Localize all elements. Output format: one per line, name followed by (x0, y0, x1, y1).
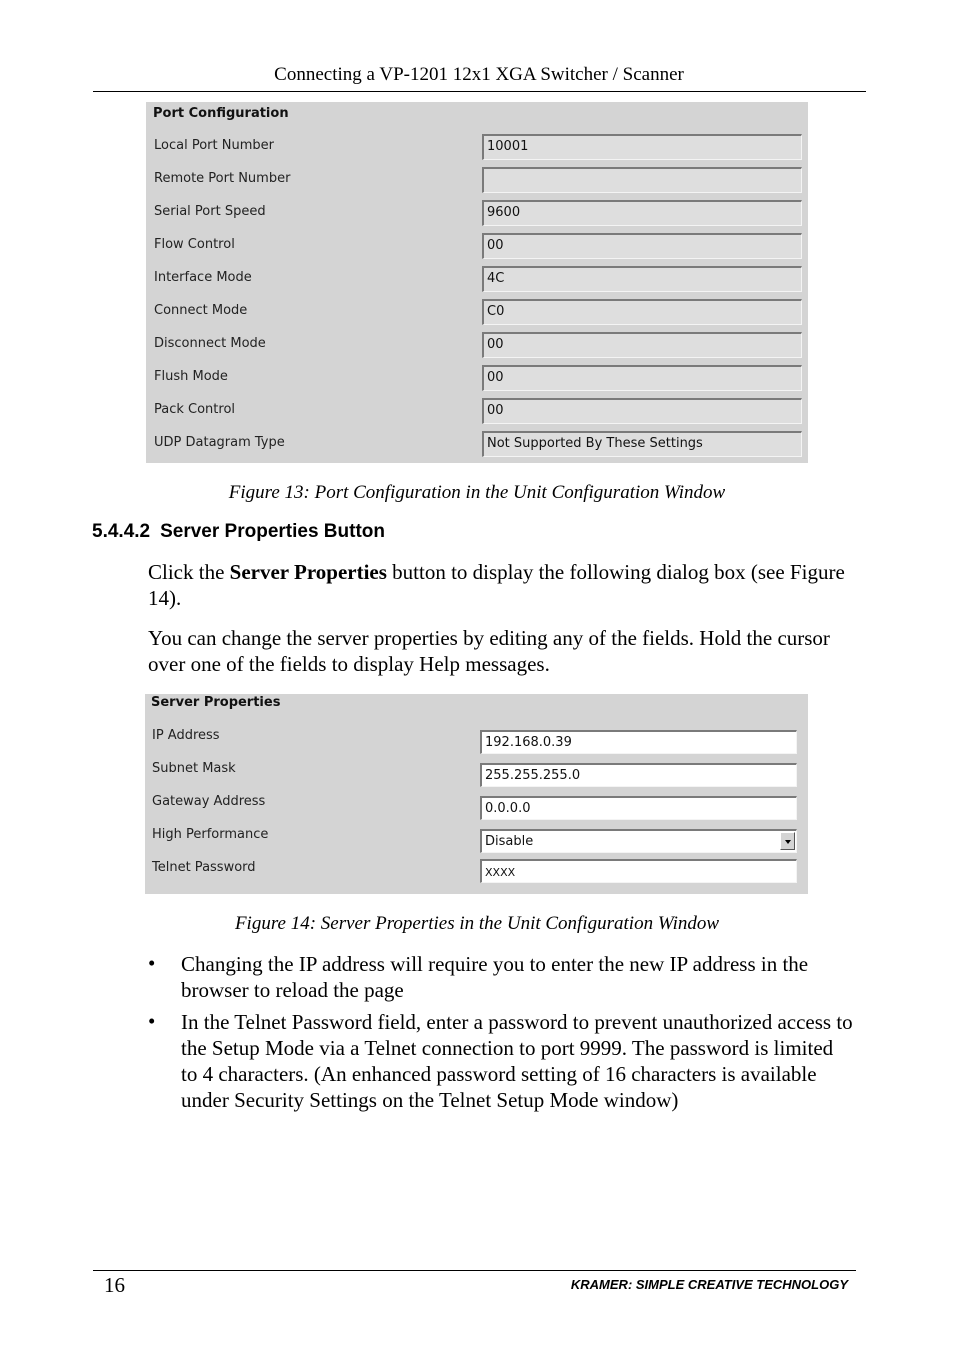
local-port-number-label: Local Port Number (154, 138, 274, 153)
udp-datagram-type-label: UDP Datagram Type (154, 435, 285, 450)
bullet-icon: • (148, 1009, 156, 1033)
high-performance-value: Disable (485, 834, 534, 849)
paragraph-change-properties: You can change the server properties by editing any of the fields. Hold the cursor over one of the fields to display Help messages. (148, 626, 830, 676)
section-heading (92, 521, 385, 543)
high-performance-select[interactable] (480, 829, 797, 853)
bullet-item-ip-address: Changing the IP address will require you to enter the new IP address in the browser to reload the page (181, 952, 809, 1002)
subnet-mask-label: Subnet Mask (152, 761, 236, 776)
server-properties-emphasis: Server Properties (229, 560, 387, 584)
serial-port-speed-field[interactable]: 9600 (482, 200, 802, 226)
disconnect-mode-field[interactable]: 00 (482, 332, 802, 358)
gateway-address-label: Gateway Address (152, 794, 266, 809)
header-rule (93, 91, 866, 92)
bullet-item-telnet-password: In the Telnet Password field, enter a password to prevent unauthorized access to the Setup Mode via a Telnet connection to port 9999. The password is limited to 4 characters. (An enhanced password setting of 16 characters is available under Security Settings on the Telnet Setup Mode window) (181, 1010, 853, 1112)
panel-title: Server Properties (151, 695, 281, 710)
subnet-mask-input[interactable]: 255.255.255.0 (480, 763, 797, 787)
interface-mode-label: Interface Mode (154, 270, 252, 285)
port-configuration-panel (146, 102, 808, 463)
telnet-password-input[interactable]: XXXX (480, 859, 797, 883)
paragraph-click-server-properties (148, 559, 848, 611)
ip-address-label: IP Address (152, 728, 220, 743)
udp-datagram-type-field[interactable]: Not Supported By These Settings (482, 431, 802, 457)
connect-mode-field[interactable]: C0 (482, 299, 802, 325)
pack-control-label: Pack Control (154, 402, 236, 417)
footer-brand: KRAMER: SIMPLE CREATIVE TECHNOLOGY (570, 1277, 848, 1292)
remote-port-number-label: Remote Port Number (154, 171, 291, 186)
server-properties-panel (145, 694, 808, 894)
remote-port-number-field[interactable] (482, 167, 802, 193)
footer-rule (93, 1270, 856, 1271)
ip-address-input[interactable]: 192.168.0.39 (480, 730, 797, 754)
paragraph-text: button to display the following dialog box (see Figure 14). (148, 560, 845, 610)
gateway-address-input[interactable]: 0.0.0.0 (480, 796, 797, 820)
local-port-number-field[interactable]: 10001 (482, 134, 802, 160)
figure-13-caption: Figure 13: Port Configuration in the Unit Configuration Window (228, 482, 726, 503)
figure-14-caption: Figure 14: Server Properties in the Unit Configuration Window (234, 913, 720, 934)
running-header: Connecting a VP-1201 12x1 XGA Switcher / Scanner (274, 64, 684, 85)
disconnect-mode-label: Disconnect Mode (154, 336, 266, 351)
flow-control-label: Flow Control (154, 237, 235, 252)
high-performance-label: High Performance (152, 827, 269, 842)
flush-mode-field[interactable]: 00 (482, 365, 802, 391)
dropdown-arrow-icon[interactable] (780, 832, 795, 850)
panel-title: Port Configuration (153, 106, 289, 121)
interface-mode-field[interactable]: 4C (482, 266, 802, 292)
connect-mode-label: Connect Mode (154, 303, 248, 318)
serial-port-speed-label: Serial Port Speed (154, 204, 266, 219)
section-number: 5.4.4.2 (92, 521, 151, 542)
section-title: Server Properties Button (160, 521, 386, 542)
telnet-password-label: Telnet Password (152, 860, 256, 875)
pack-control-field[interactable]: 00 (482, 398, 802, 424)
flush-mode-label: Flush Mode (154, 369, 228, 384)
page-number: 16 (104, 1273, 125, 1297)
paragraph-text: Click the (148, 560, 230, 584)
flow-control-field[interactable]: 00 (482, 233, 802, 259)
bullet-icon: • (148, 951, 156, 975)
